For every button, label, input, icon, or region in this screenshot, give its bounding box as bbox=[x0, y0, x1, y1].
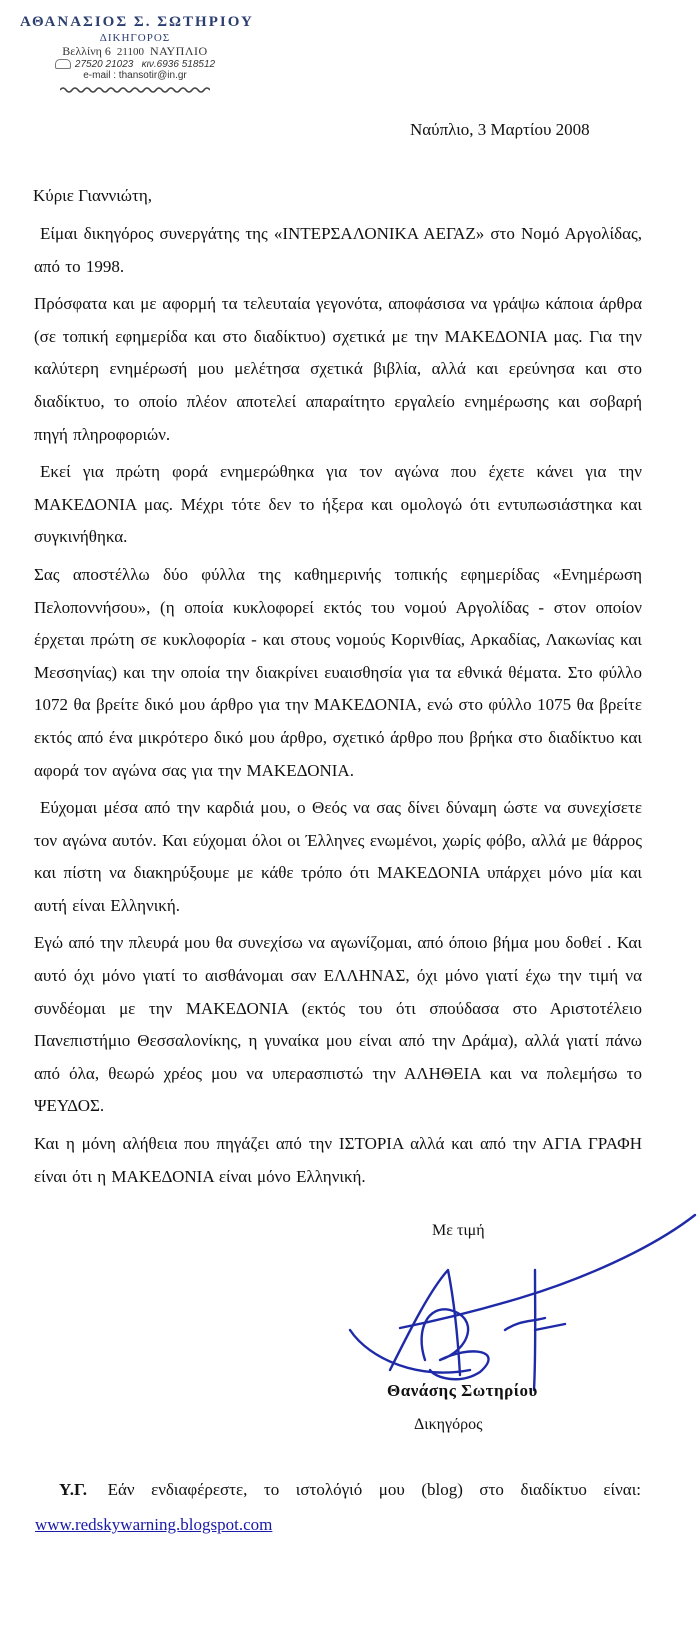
signatory-name: Θανάσης Σωτηρίου bbox=[387, 1381, 538, 1400]
paragraph: Σας αποστέλλω δύο φύλλα της καθημερινής τοπικής εφημερίδας «Ενημέρωση Πελοποννήσου», (η οποία κυκλοφορεί εκτός του νομού Αργολίδας - στον οποίον έρχεται πρώτη σε κυκλοφορία - και στους νομούς Κορινθίας, Αρκαδίας, Λακωνίας και Μεσσηνίας) και την οποία την διακρίνει ευαισθησία για τα εθνικά θέματα. Στο φύλλο 1072 θα βρείτε δικό μου άρθρο για την ΜΑΚΕΔΟΝΙΑ, ενώ στο φύλλο 1075 θα βρείτε εκτός από ένα μικρότερο δικό μου άρθρο, σχετικό άρθρο που βρήκα στο διαδίκτυο και αφορά τον αγώνα σας για την ΜΑΚΕΔΟΝΙΑ. bbox=[34, 564, 642, 780]
address-city: ΝΑΥΠΛΙΟ bbox=[149, 44, 208, 58]
closing: Με τιμή bbox=[432, 1222, 485, 1239]
salutation: Κύριε Γιαννιώτη, bbox=[33, 186, 152, 205]
paragraph: Είμαι δικηγόρος συνεργάτης της «ΙΝΤΕΡΣΑΛΟΝΙΚΑ ΑΕΓΑΖ» στο Νομό Αργολίδας, από το 1998. bbox=[34, 224, 642, 276]
ornament-divider bbox=[60, 86, 210, 94]
paragraph: Εγώ από την πλευρά μου θα συνεχίσω να αγωνίζομαι, από όποιο βήμα μου δοθεί . Και αυτό όχι μόνο γιατί το αισθάνομαι σαν ΕΛΛΗΝΑΣ, όχι μόνο γιατί έχω την τιμή να συνδέομαι με την ΜΑΚΕΔΟΝΙΑ (εκτός του ότι σπούδασα στο Αριστοτέλειο Πανεπιστήμιο Θεσσαλονίκης, η γυναίκα μου είναι από την Δράμα), αλλά γιατί πάνω από όλα, θεωρώ χρέος μου να υπερασπιστώ την ΑΛΗΘΕΙΑ και να πολεμήσω το ΨΕΥΔΟΣ. bbox=[34, 933, 642, 1116]
address bbox=[20, 44, 250, 59]
letter-date: Ναύπλιο, 3 Μαρτίου 2008 bbox=[410, 120, 590, 139]
lawyer-name: ΑΘΑΝΑΣΙΟΣ Σ. ΣΩΤΗΡΙΟΥ bbox=[20, 14, 254, 30]
letterhead bbox=[20, 14, 254, 99]
email-address: e-mail : thansotir@in.gr bbox=[83, 70, 187, 81]
postscript-label: Υ.Γ. bbox=[59, 1480, 87, 1499]
paragraph: Και η μόνη αλήθεια που πηγάζει από την ΙΣΤΟΡΙΑ αλλά και από την ΑΓΙΑ ΓΡΑΦΗ είναι ότι η ΜΑΚΕΔΟΝΙΑ είναι μόνο Ελληνική. bbox=[34, 1134, 642, 1186]
postscript-text: Εάν ενδιαφέρεστε, το ιστολόγιό μου (blog) στο διαδίκτυο είναι: bbox=[107, 1480, 642, 1499]
postscript bbox=[59, 1480, 641, 1500]
address-street: Βελλίνη 6 bbox=[62, 44, 111, 58]
address-zip: 21100 bbox=[116, 46, 144, 58]
lawyer-title: ΔΙΚΗΓΟΡΟΣ bbox=[99, 32, 171, 44]
paragraph: Πρόσφατα και με αφορμή τα τελευταία γεγονότα, αποφάσισα να γράψω κάποια άρθρα (σε τοπική εφημερίδα και στο διαδίκτυο) σχετικά με την ΜΑΚΕΔΟΝΙΑ μας. Για την καλύτερη ενημέρωσή μου μελέτησα σχετικά βιβλία, αλλά και ερεύνησα και στο διαδίκτυο, το οποίο πλέον αποτελεί απαραίτητο εργαλείο ενημέρωσης και σοβαρή πηγή πληροφοριών. bbox=[34, 294, 642, 444]
handwritten-signature bbox=[330, 1210, 700, 1400]
telephone-icon bbox=[55, 59, 71, 69]
signatory-role: Δικηγόρος bbox=[414, 1416, 483, 1433]
paragraph: Εκεί για πρώτη φορά ενημερώθηκα για τον αγώνα που έχετε κάνει για την ΜΑΚΕΔΟΝΙΑ μας. Μέχρι τότε δεν το ήξερα και ομολογώ ότι εντυπωσιάστηκα και συγκινήθηκα. bbox=[34, 462, 642, 547]
mobile-number: κιν.6936 518512 bbox=[141, 59, 216, 70]
phone-line bbox=[20, 59, 250, 70]
blog-link[interactable]: www.redskywarning.blogspot.com bbox=[35, 1515, 273, 1534]
letter-body bbox=[34, 218, 642, 1198]
phone-number: 27520 21023 bbox=[74, 59, 134, 70]
paragraph: Εύχομαι μέσα από την καρδιά μου, ο Θεός να σας δίνει δύναμη ώστε να συνεχίσετε τον αγώνα αυτόν. Και εύχομαι όλοι οι Έλληνες ενωμένοι, χωρίς φόβο, αλλά με θάρρος και πίστη να διακηρύξουμε με κάθε τρόπο ότι ΜΑΚΕΔΟΝΙΑ υπάρχει μόνο μία και αυτή είναι Ελληνική. bbox=[34, 798, 642, 915]
